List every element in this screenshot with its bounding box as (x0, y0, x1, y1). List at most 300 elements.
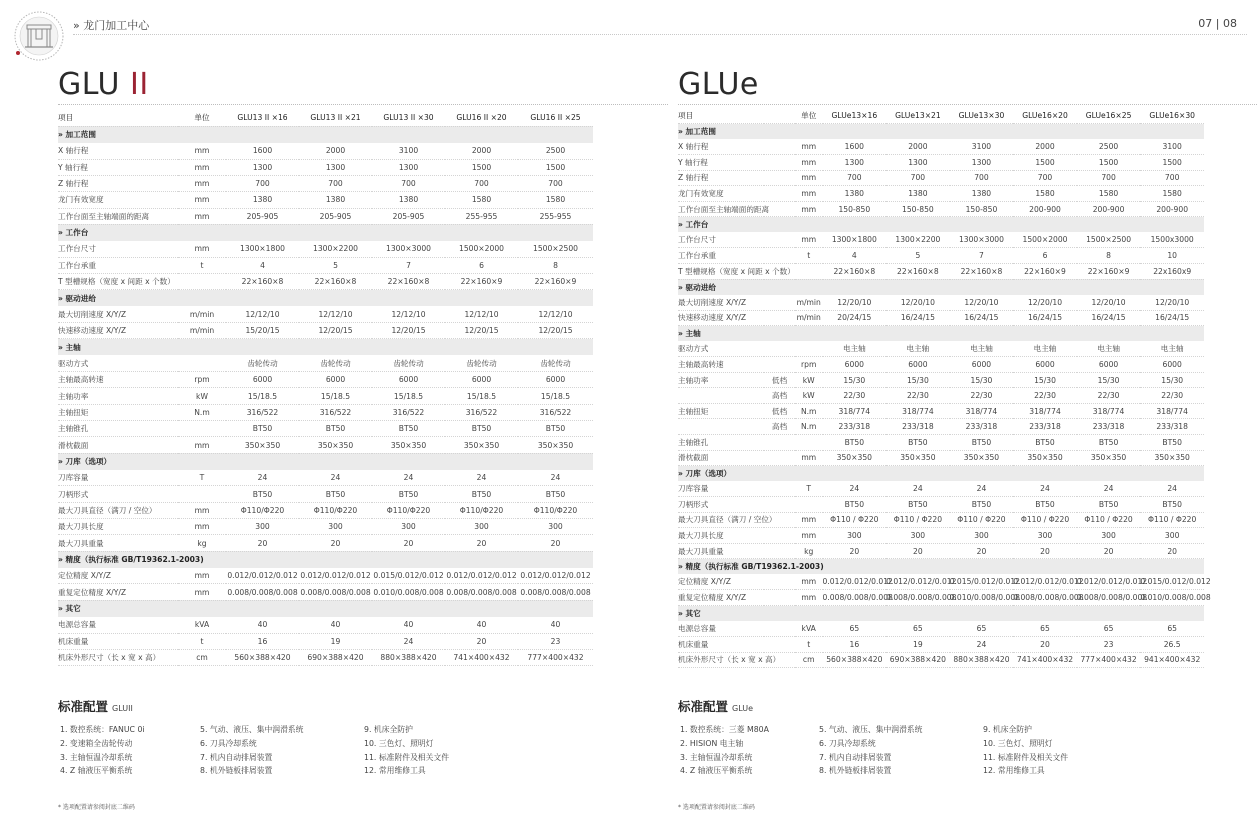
row-value: 3100 (372, 143, 445, 159)
row-label: 最大刀具重量 (678, 543, 764, 559)
row-value: 316/522 (372, 404, 445, 420)
row-value: 20 (823, 543, 887, 559)
row-label: 主轴最高转速 (678, 357, 764, 373)
row-value: 150-850 (823, 201, 887, 217)
row-value: 电主轴 (823, 341, 887, 357)
row-label: 快速移动速度 X/Y/Z (58, 322, 178, 338)
row-value: 3100 (1140, 139, 1204, 155)
table-row (678, 434, 1204, 450)
row-label: X 轴行程 (58, 143, 178, 159)
row-value: 3100 (950, 139, 1014, 155)
row-value: 1500 (1140, 155, 1204, 171)
row-value: 700 (823, 170, 887, 186)
row-value: 20 (886, 543, 950, 559)
header-model: GLU16 II ×20 (445, 110, 518, 126)
row-value: 22×160×8 (372, 273, 445, 289)
row-unit: mm (178, 175, 226, 191)
row-value: 350×350 (372, 437, 445, 453)
row-value: 24 (823, 481, 887, 497)
row-value: 12/20/10 (1013, 295, 1077, 311)
table-row (58, 535, 593, 551)
table-row (678, 232, 1204, 248)
row-value: BT50 (1077, 497, 1141, 513)
row-value: 15/30 (1077, 372, 1141, 388)
row-value: 1300 (950, 155, 1014, 171)
row-label: 工作台承重 (678, 248, 764, 264)
row-unit: kg (178, 535, 226, 551)
row-unit: t (178, 257, 226, 273)
row-value: 300 (372, 519, 445, 535)
row-value: 22/30 (1077, 388, 1141, 404)
row-value: 12/20/10 (1140, 295, 1204, 311)
section-row (678, 466, 1204, 482)
row-value: 6000 (445, 372, 518, 388)
table-row (58, 633, 593, 649)
row-value: 20 (1077, 543, 1141, 559)
row-value: 690×388×420 (299, 649, 372, 665)
row-value: 7 (372, 257, 445, 273)
row-value: BT50 (445, 486, 518, 502)
table-row (58, 404, 593, 420)
table-row (678, 403, 1204, 419)
glue-standard-heading: 标准配置 (678, 699, 729, 714)
row-gear: 低档 (764, 372, 795, 388)
header-model: GLU13 II ×16 (226, 110, 299, 126)
row-value: 0.012/0.012/0.012 (1013, 574, 1077, 590)
row-unit (178, 273, 226, 289)
row-value: 1500×2000 (445, 241, 518, 257)
row-value: 350×350 (1077, 450, 1141, 466)
row-value: Φ110/Φ220 (226, 502, 299, 518)
glu2-spec-table (58, 110, 593, 666)
row-value: 700 (950, 170, 1014, 186)
row-value: Φ110/Φ220 (445, 502, 518, 518)
row-label: 主轴扭矩 (678, 403, 764, 419)
row-label: 电源总容量 (58, 617, 178, 633)
row-value: BT50 (518, 486, 593, 502)
row-value: 1380 (886, 186, 950, 202)
row-value: 0.008/0.008/0.008 (518, 584, 593, 600)
row-unit: kW (795, 372, 823, 388)
row-value: 318/774 (1140, 403, 1204, 419)
row-value: 0.008/0.008/0.008 (1013, 590, 1077, 606)
row-value: 205-905 (226, 208, 299, 224)
row-unit: kVA (178, 617, 226, 633)
spec-header-row (58, 110, 593, 126)
row-value: 0.010/0.008/0.008 (950, 590, 1014, 606)
row-value: 15/18.5 (372, 388, 445, 404)
row-unit: mm (178, 502, 226, 518)
row-value: 700 (1140, 170, 1204, 186)
row-value: 40 (226, 617, 299, 633)
header-model: GLUe16×30 (1140, 108, 1204, 124)
row-value: 1500 (1077, 155, 1141, 171)
row-value: 22×160×8 (226, 273, 299, 289)
row-value: BT50 (823, 434, 887, 450)
row-value: 316/522 (445, 404, 518, 420)
section-row (58, 453, 593, 469)
row-value: 0.012/0.012/0.012 (886, 574, 950, 590)
row-unit: mm (795, 590, 823, 606)
row-unit: rpm (795, 357, 823, 373)
row-value: 6 (1013, 248, 1077, 264)
row-value: 40 (372, 617, 445, 633)
section-title: » 刀库（选项） (58, 453, 593, 469)
row-value: BT50 (886, 434, 950, 450)
row-value: 15/30 (823, 372, 887, 388)
row-value: 777×400×432 (518, 649, 593, 665)
row-unit: rpm (178, 372, 226, 388)
row-value: 24 (1013, 481, 1077, 497)
row-value: 65 (950, 621, 1014, 637)
row-value: Φ110/Φ220 (518, 502, 593, 518)
row-value: 1500×2000 (1013, 232, 1077, 248)
row-value: 941×400×432 (1140, 652, 1204, 668)
standard-item: 7. 机内自动排屑装置 (819, 752, 892, 762)
row-value: 65 (1140, 621, 1204, 637)
row-label: 机床外形尺寸（长 x 宽 x 高） (678, 652, 764, 668)
row-value: 2000 (1013, 139, 1077, 155)
row-label: 快速移动速度 X/Y/Z (678, 310, 764, 326)
row-unit: N.m (795, 403, 823, 419)
row-value: 690×388×420 (886, 652, 950, 668)
glue-title (678, 67, 759, 102)
standard-item: 10. 三色灯、照明灯 (364, 738, 434, 748)
row-value: 700 (226, 175, 299, 191)
row-value: 1380 (299, 192, 372, 208)
row-value: 0.015/0.012/0.012 (372, 568, 445, 584)
row-value: BT50 (950, 497, 1014, 513)
row-gear (764, 528, 795, 544)
row-value: 1500×2500 (1077, 232, 1141, 248)
row-value: 350×350 (886, 450, 950, 466)
row-unit: cm (178, 649, 226, 665)
row-gear (764, 170, 795, 186)
glue-panel (678, 0, 1211, 817)
row-value: BT50 (518, 421, 593, 437)
row-value: 20 (445, 535, 518, 551)
header-model: GLUe13×21 (886, 108, 950, 124)
row-value: 350×350 (1140, 450, 1204, 466)
row-value: 0.012/0.012/0.012 (226, 568, 299, 584)
row-value: BT50 (445, 421, 518, 437)
row-unit: mm (178, 241, 226, 257)
row-unit: mm (178, 159, 226, 175)
section-row (678, 217, 1204, 233)
header-model: GLU13 II ×21 (299, 110, 372, 126)
row-value: 12/20/10 (823, 295, 887, 311)
row-value: 0.012/0.012/0.012 (823, 574, 887, 590)
row-unit (795, 341, 823, 357)
row-value: 22×160×8 (886, 263, 950, 279)
row-value: 8 (518, 257, 593, 273)
row-value: 2000 (299, 143, 372, 159)
row-value: 20 (518, 535, 593, 551)
header-model: GLUe13×30 (950, 108, 1014, 124)
glu2-title-accent: II (129, 67, 149, 102)
row-unit: mm (795, 201, 823, 217)
row-value: 22×160×9 (445, 273, 518, 289)
row-value: 6000 (372, 372, 445, 388)
table-row (678, 621, 1204, 637)
row-label: 工作台面至主轴端面的距离 (678, 201, 764, 217)
row-value: 150-850 (886, 201, 950, 217)
row-value: BT50 (886, 497, 950, 513)
row-unit: mm (795, 450, 823, 466)
row-unit: T (795, 481, 823, 497)
row-value: 2000 (886, 139, 950, 155)
row-gear (764, 621, 795, 637)
row-value: 2000 (445, 143, 518, 159)
row-value: 233/318 (1013, 419, 1077, 435)
row-label: 主轴功率 (678, 372, 764, 388)
row-value: 1300×1800 (226, 241, 299, 257)
row-label: 最大刀具长度 (678, 528, 764, 544)
row-value: BT50 (299, 486, 372, 502)
row-value: 255-955 (445, 208, 518, 224)
row-value: BT50 (950, 434, 1014, 450)
section-title: » 加工范围 (58, 126, 593, 142)
row-label: 电源总容量 (678, 621, 764, 637)
row-value: 233/318 (950, 419, 1014, 435)
row-value: 350×350 (518, 437, 593, 453)
header-unit: 单位 (795, 108, 823, 124)
row-value: 200-900 (1013, 201, 1077, 217)
row-value: 1500 (1013, 155, 1077, 171)
row-value: 300 (445, 519, 518, 535)
header-item: 项目 (58, 110, 178, 126)
row-value: 齿轮传动 (518, 355, 593, 371)
row-value: 777×400×432 (1077, 652, 1141, 668)
row-unit (795, 263, 823, 279)
row-value: 6000 (299, 372, 372, 388)
row-value: 0.008/0.008/0.008 (1077, 590, 1141, 606)
glue-title-divider (678, 104, 1257, 105)
row-value: 0.008/0.008/0.008 (445, 584, 518, 600)
section-row (678, 279, 1204, 295)
row-label: 主轴锥孔 (58, 421, 178, 437)
row-value: 1300×1800 (823, 232, 887, 248)
row-value: 1600 (823, 139, 887, 155)
table-row (58, 241, 593, 257)
row-unit: mm (795, 232, 823, 248)
row-unit: kW (795, 388, 823, 404)
table-row (678, 652, 1204, 668)
row-label: 主轴功率 (58, 388, 178, 404)
table-row (678, 341, 1204, 357)
table-row (678, 155, 1204, 171)
row-value: 20 (1013, 637, 1077, 653)
spec-header-row (678, 108, 1204, 124)
section-title: » 精度（执行标准 GB/T19362.1-2003) (678, 559, 1204, 575)
row-value: 24 (372, 633, 445, 649)
row-value: 318/774 (1013, 403, 1077, 419)
row-value: 6000 (518, 372, 593, 388)
row-value: 12/12/10 (226, 306, 299, 322)
row-value: 1300 (886, 155, 950, 171)
row-label: 滑枕截面 (678, 450, 764, 466)
row-value: 700 (372, 175, 445, 191)
row-value: 40 (299, 617, 372, 633)
row-value: 电主轴 (950, 341, 1014, 357)
row-unit: mm (795, 512, 823, 528)
table-row (58, 355, 593, 371)
row-value: 0.015/0.012/0.012 (1140, 574, 1204, 590)
row-value: 700 (1077, 170, 1141, 186)
row-value: Φ110/Φ220 (372, 502, 445, 518)
row-value: 0.012/0.012/0.012 (1077, 574, 1141, 590)
row-label (678, 419, 764, 435)
row-value: 0.015/0.012/0.012 (950, 574, 1014, 590)
table-row (678, 310, 1204, 326)
row-value: 齿轮传动 (299, 355, 372, 371)
row-value: 22/30 (1140, 388, 1204, 404)
row-value: 1380 (226, 192, 299, 208)
table-row (58, 617, 593, 633)
row-value: 200-900 (1077, 201, 1141, 217)
row-value: 19 (886, 637, 950, 653)
row-gear (764, 497, 795, 513)
row-value: 350×350 (1013, 450, 1077, 466)
header-model: GLUe13×16 (823, 108, 887, 124)
row-value: 16 (226, 633, 299, 649)
row-unit: m/min (795, 310, 823, 326)
row-value: BT50 (1013, 497, 1077, 513)
row-value: 12/20/15 (445, 322, 518, 338)
row-unit: mm (178, 519, 226, 535)
glu2-title-divider (58, 104, 668, 105)
table-row (58, 159, 593, 175)
row-label: 定位精度 X/Y/Z (58, 568, 178, 584)
table-row (678, 139, 1204, 155)
row-label: 驱动方式 (58, 355, 178, 371)
standard-item: 8. 机外链板排屑装置 (819, 766, 892, 776)
row-unit: m/min (178, 322, 226, 338)
row-value: 0.010/0.008/0.008 (372, 584, 445, 600)
glu2-footnote: * 选项配置请参阅封底二维码 (58, 804, 135, 811)
table-row (678, 201, 1204, 217)
table-row (58, 470, 593, 486)
section-row (58, 224, 593, 240)
row-value: 6000 (1140, 357, 1204, 373)
row-value: 5 (299, 257, 372, 273)
row-value: 1380 (950, 186, 1014, 202)
row-gear (764, 248, 795, 264)
row-value: 22×160×8 (299, 273, 372, 289)
section-title: » 刀库（选项） (678, 466, 1204, 482)
row-value: 1580 (1013, 186, 1077, 202)
row-gear: 高档 (764, 419, 795, 435)
row-value: 1380 (372, 192, 445, 208)
row-value: BT50 (226, 421, 299, 437)
table-row (678, 170, 1204, 186)
table-row (678, 263, 1204, 279)
row-value: 1300×3000 (372, 241, 445, 257)
row-label: Y 轴行程 (678, 155, 764, 171)
row-value: 24 (950, 637, 1014, 653)
row-value: 318/774 (1077, 403, 1141, 419)
table-row (58, 649, 593, 665)
row-value: 23 (518, 633, 593, 649)
section-title: » 精度（执行标准 GB/T19362.1-2003) (58, 551, 593, 567)
table-row (678, 590, 1204, 606)
row-value: BT50 (299, 421, 372, 437)
row-value: 205-905 (299, 208, 372, 224)
row-value: BT50 (823, 497, 887, 513)
row-unit: mm (178, 437, 226, 453)
row-value: 1580 (1140, 186, 1204, 202)
section-title: » 驱动进给 (678, 279, 1204, 295)
row-gear (764, 295, 795, 311)
row-value: 15/18.5 (445, 388, 518, 404)
section-title: » 工作台 (678, 217, 1204, 233)
row-value: 12/20/10 (886, 295, 950, 311)
row-value: 16/24/15 (1077, 310, 1141, 326)
row-label: T 型槽规格（宽度 x 间距 x 个数） (678, 263, 764, 279)
row-gear (764, 232, 795, 248)
row-value: 16/24/15 (950, 310, 1014, 326)
row-value: 19 (299, 633, 372, 649)
row-value: 316/522 (299, 404, 372, 420)
standard-item: 9. 机床全防护 (364, 725, 413, 734)
table-row (58, 273, 593, 289)
row-value: 350×350 (226, 437, 299, 453)
row-unit: kVA (795, 621, 823, 637)
row-value: 20/24/15 (823, 310, 887, 326)
row-value: 205-905 (372, 208, 445, 224)
row-value: 22×160×9 (1013, 263, 1077, 279)
standard-item: 3. 主轴恒温冷却系统 (60, 752, 133, 762)
row-value: 0.012/0.012/0.012 (299, 568, 372, 584)
row-value: 16 (823, 637, 887, 653)
row-label: 机床重量 (58, 633, 178, 649)
row-gear (764, 574, 795, 590)
row-value: 300 (226, 519, 299, 535)
row-value: 0.010/0.008/0.008 (1140, 590, 1204, 606)
row-value: 65 (886, 621, 950, 637)
row-value: BT50 (1140, 434, 1204, 450)
row-label: 滑枕截面 (58, 437, 178, 453)
row-value: 6000 (823, 357, 887, 373)
row-unit (795, 434, 823, 450)
table-row (678, 372, 1204, 388)
standard-item: 12. 常用维修工具 (983, 766, 1045, 776)
row-value: 15/18.5 (226, 388, 299, 404)
row-label: 龙门有效宽度 (678, 186, 764, 202)
row-value: 350×350 (445, 437, 518, 453)
row-value: 齿轮传动 (445, 355, 518, 371)
standard-item: 10. 三色灯、照明灯 (983, 738, 1053, 748)
row-unit (178, 486, 226, 502)
row-unit (795, 497, 823, 513)
glue-title-main: GLUe (678, 67, 759, 102)
row-value: Φ110 / Φ220 (950, 512, 1014, 528)
row-value: 22/30 (950, 388, 1014, 404)
table-row (58, 502, 593, 518)
header-model: GLU13 II ×30 (372, 110, 445, 126)
row-gear (764, 637, 795, 653)
row-value: 24 (226, 470, 299, 486)
header-model: GLU16 II ×25 (518, 110, 593, 126)
row-label: 最大刀具长度 (58, 519, 178, 535)
section-row (58, 339, 593, 355)
standard-item: 8. 机外链板排屑装置 (200, 766, 273, 776)
row-gear (764, 310, 795, 326)
row-value: 233/318 (1140, 419, 1204, 435)
row-value: Φ110/Φ220 (299, 502, 372, 518)
standard-column (680, 723, 769, 778)
row-value: 233/318 (886, 419, 950, 435)
